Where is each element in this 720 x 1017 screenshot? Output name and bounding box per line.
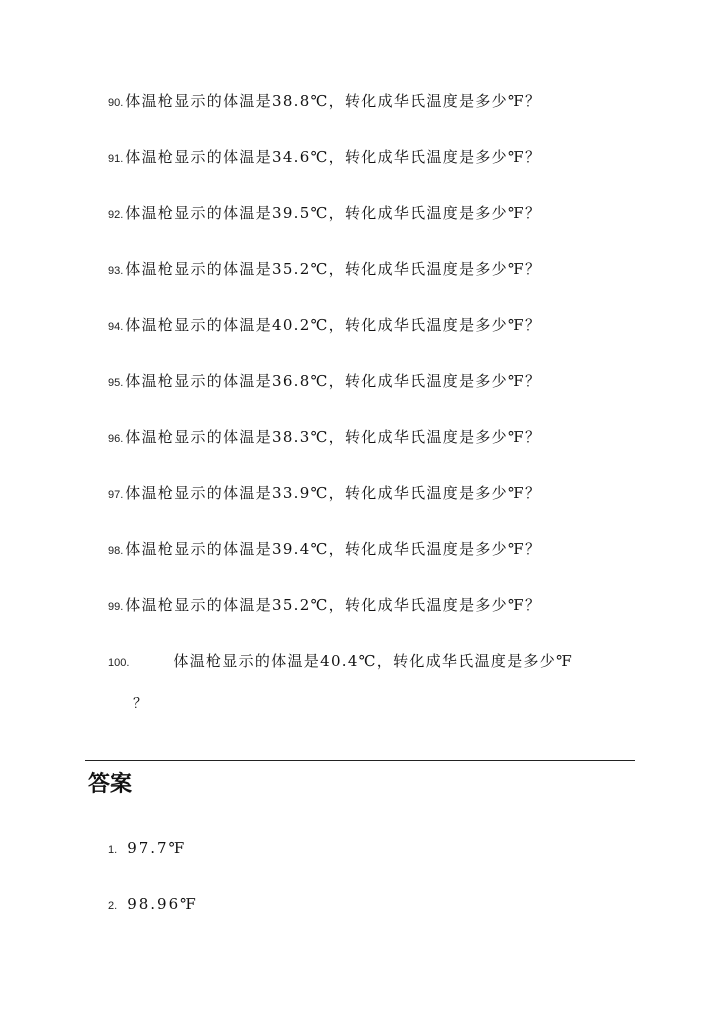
question-number: 95. xyxy=(108,377,124,389)
question-text: 体温枪显示的体温是39.5℃，转化成华氏温度是多少℉？ xyxy=(125,204,542,222)
question-100 xyxy=(108,650,573,672)
question-text: 体温枪显示的体温是40.4℃，转化成华氏温度是多少℉ xyxy=(173,652,574,670)
question-100-wrap-mark: ？ xyxy=(133,696,147,712)
question-number: 96. xyxy=(108,433,124,445)
question-text: 体温枪显示的体温是39.4℃，转化成华氏温度是多少℉？ xyxy=(125,540,542,558)
answer-2 xyxy=(108,895,198,913)
question-number: 92. xyxy=(108,209,124,221)
question-number: 94. xyxy=(108,321,124,333)
question-97 xyxy=(108,482,541,504)
question-number: 100. xyxy=(108,657,130,669)
question-90 xyxy=(108,90,541,112)
question-text: 体温枪显示的体温是33.9℃，转化成华氏温度是多少℉？ xyxy=(125,484,542,502)
answer-number: 2. xyxy=(108,900,118,912)
question-text: 体温枪显示的体温是35.2℃，转化成华氏温度是多少℉？ xyxy=(125,596,542,614)
question-number: 97. xyxy=(108,489,124,501)
question-95 xyxy=(108,370,541,392)
answer-number: 1. xyxy=(108,844,118,856)
question-text: 体温枪显示的体温是34.6℃，转化成华氏温度是多少℉？ xyxy=(125,148,542,166)
question-number: 90. xyxy=(108,97,124,109)
question-number: 91. xyxy=(108,153,124,165)
question-text: 体温枪显示的体温是40.2℃，转化成华氏温度是多少℉？ xyxy=(125,316,542,334)
question-text: 体温枪显示的体温是35.2℃，转化成华氏温度是多少℉？ xyxy=(125,260,542,278)
question-text: 体温枪显示的体温是36.8℃，转化成华氏温度是多少℉？ xyxy=(125,372,542,390)
question-99 xyxy=(108,594,541,616)
question-96 xyxy=(108,426,541,448)
answer-text: 98.96℉ xyxy=(127,895,198,913)
question-text: 体温枪显示的体温是38.8℃，转化成华氏温度是多少℉？ xyxy=(125,92,542,110)
question-91 xyxy=(108,146,541,168)
question-number: 98. xyxy=(108,545,124,557)
question-number: 93. xyxy=(108,265,124,277)
question-98 xyxy=(108,538,541,560)
question-text: 体温枪显示的体温是38.3℃，转化成华氏温度是多少℉？ xyxy=(125,428,542,446)
section-divider xyxy=(85,760,635,761)
question-94 xyxy=(108,314,541,336)
answer-1 xyxy=(108,839,186,857)
question-93 xyxy=(108,258,541,280)
answer-text: 97.7℉ xyxy=(127,839,187,857)
question-92 xyxy=(108,202,541,224)
answers-heading: 答案 xyxy=(88,772,133,797)
question-number: 99. xyxy=(108,601,124,613)
